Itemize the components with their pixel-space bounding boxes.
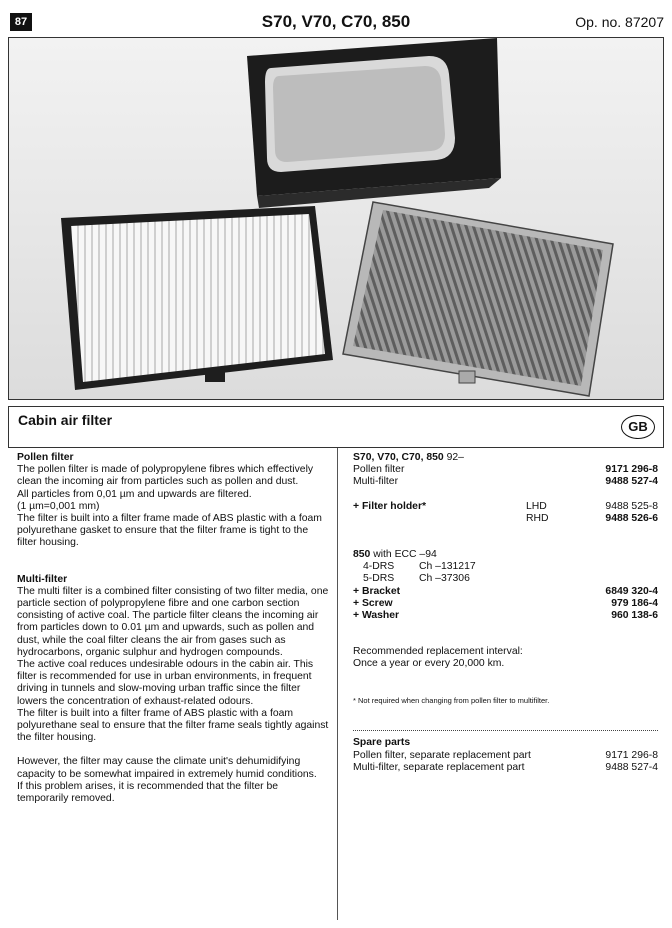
drs-label: 4-DRS bbox=[363, 561, 395, 573]
pollen-text: (1 µm=0,001 mm) bbox=[17, 500, 100, 512]
page-header bbox=[8, 12, 664, 34]
drs-row bbox=[353, 573, 658, 585]
section-header bbox=[8, 406, 664, 448]
filter-holder-label: + Filter holder* bbox=[353, 500, 427, 512]
lhd-label: LHD bbox=[526, 500, 547, 512]
part-row bbox=[353, 476, 658, 488]
filter-holder-image bbox=[247, 38, 501, 208]
pollen-text: The pollen filter is made of polypropylene fibres which effectively clean the incoming air from particles such as pollen and dust. bbox=[17, 464, 314, 488]
page-title: S70, V70, C70, 850 bbox=[261, 12, 411, 31]
part-row bbox=[353, 610, 658, 622]
part-number: 9171 296-8 bbox=[605, 464, 658, 476]
spare-row bbox=[353, 750, 658, 762]
part-row bbox=[353, 464, 658, 476]
multi-heading: Multi-filter bbox=[17, 573, 68, 585]
part-number: 9488 527-4 bbox=[605, 476, 658, 488]
spare-name: Pollen filter, separate replacement part bbox=[353, 749, 531, 761]
dotted-divider bbox=[353, 730, 658, 731]
however-text: However, the filter may cause the climate unit's dehumidifying capacity to be somewhat impaired in extremely humid conditions. bbox=[17, 756, 317, 780]
interval-label: Recommended replacement interval: bbox=[353, 646, 523, 658]
spare-row bbox=[353, 762, 658, 774]
page-number: 87 bbox=[10, 13, 32, 31]
rhd-label: RHD bbox=[526, 512, 549, 524]
washer-label: + Washer bbox=[353, 609, 400, 621]
screw-number: 979 186-4 bbox=[611, 597, 658, 609]
bracket-number: 6849 320-4 bbox=[605, 585, 658, 597]
part-name: Multi-filter bbox=[353, 476, 399, 488]
column-divider bbox=[337, 448, 338, 920]
pollen-heading: Pollen filter bbox=[17, 452, 74, 463]
operation-number: Op. no. 87207 bbox=[575, 14, 664, 30]
parts-column bbox=[353, 452, 658, 774]
models-heading: S70, V70, C70, 850 bbox=[353, 452, 444, 463]
models-heading-row bbox=[353, 452, 658, 464]
footnote: * Not required when changing from pollen filter to multifilter. bbox=[353, 696, 550, 706]
ecc-model: 850 bbox=[353, 548, 371, 560]
drs-row bbox=[353, 561, 658, 573]
rhd-number: 9488 526-6 bbox=[605, 512, 658, 524]
bracket-label: + Bracket bbox=[353, 585, 401, 597]
section-title: Cabin air filter bbox=[18, 412, 113, 428]
spare-heading: Spare parts bbox=[353, 737, 411, 749]
multi-text: The multi filter is a combined filter consisting of two filter media, one particle section of polypropylene fibre and one carbon section consisting of active coal. The particle filter cleans the incoming air from particles down to 0.01 µm and upwards, such as pollen and dust, while the coal filter cleans the air from gases such as hydrocarbons, organic sulphur and hydrogen compounds. bbox=[17, 585, 329, 658]
spare-name: Multi-filter, separate replacement part bbox=[353, 761, 525, 773]
part-row bbox=[353, 586, 658, 598]
pollen-filter-image bbox=[61, 206, 333, 390]
description-column bbox=[17, 452, 329, 805]
however-text: If this problem arises, it is recommended that the filter be temporarily removed. bbox=[17, 780, 279, 805]
drs-label: 5-DRS bbox=[363, 573, 395, 585]
spare-number: 9171 296-8 bbox=[605, 749, 658, 761]
product-photo bbox=[8, 37, 664, 400]
part-row bbox=[353, 598, 658, 610]
pollen-text: All particles from 0,01 µm and upwards are filtered. bbox=[17, 488, 252, 500]
screw-label: + Screw bbox=[353, 597, 393, 609]
part-row bbox=[353, 501, 658, 513]
chassis-number: Ch –37306 bbox=[419, 573, 470, 585]
part-name: Pollen filter bbox=[353, 464, 405, 476]
models-year: 92– bbox=[443, 452, 464, 463]
ecc-text: with ECC –94 bbox=[370, 548, 437, 560]
ecc-row bbox=[353, 549, 658, 561]
part-row bbox=[353, 513, 658, 525]
chassis-number: Ch –131217 bbox=[419, 561, 476, 573]
multi-text: The active coal reduces undesirable odours in the cabin air. This filter is recommended for use in urban environments, in frequent driving in tunnels and slow-moving urban traffic since the filter lowers the concentration of exhaust-related odours. bbox=[17, 659, 314, 707]
pollen-text: The filter is built into a filter frame made of ABS plastic with a foam polyurethane gasket to ensure that the filter frame is tight to the filter housing. bbox=[17, 513, 322, 549]
lhd-number: 9488 525-8 bbox=[605, 500, 658, 512]
interval-value: Once a year or every 20,000 km. bbox=[353, 658, 505, 670]
language-badge: GB bbox=[621, 415, 655, 439]
multi-text: The filter is built into a filter frame of ABS plastic with a foam polyurethane seal to ensure that the filter frame seals tightly against the filter housing. bbox=[17, 707, 329, 744]
filter-illustration bbox=[9, 38, 664, 400]
washer-number: 960 138-6 bbox=[611, 609, 658, 621]
spare-number: 9488 527-4 bbox=[605, 761, 658, 773]
